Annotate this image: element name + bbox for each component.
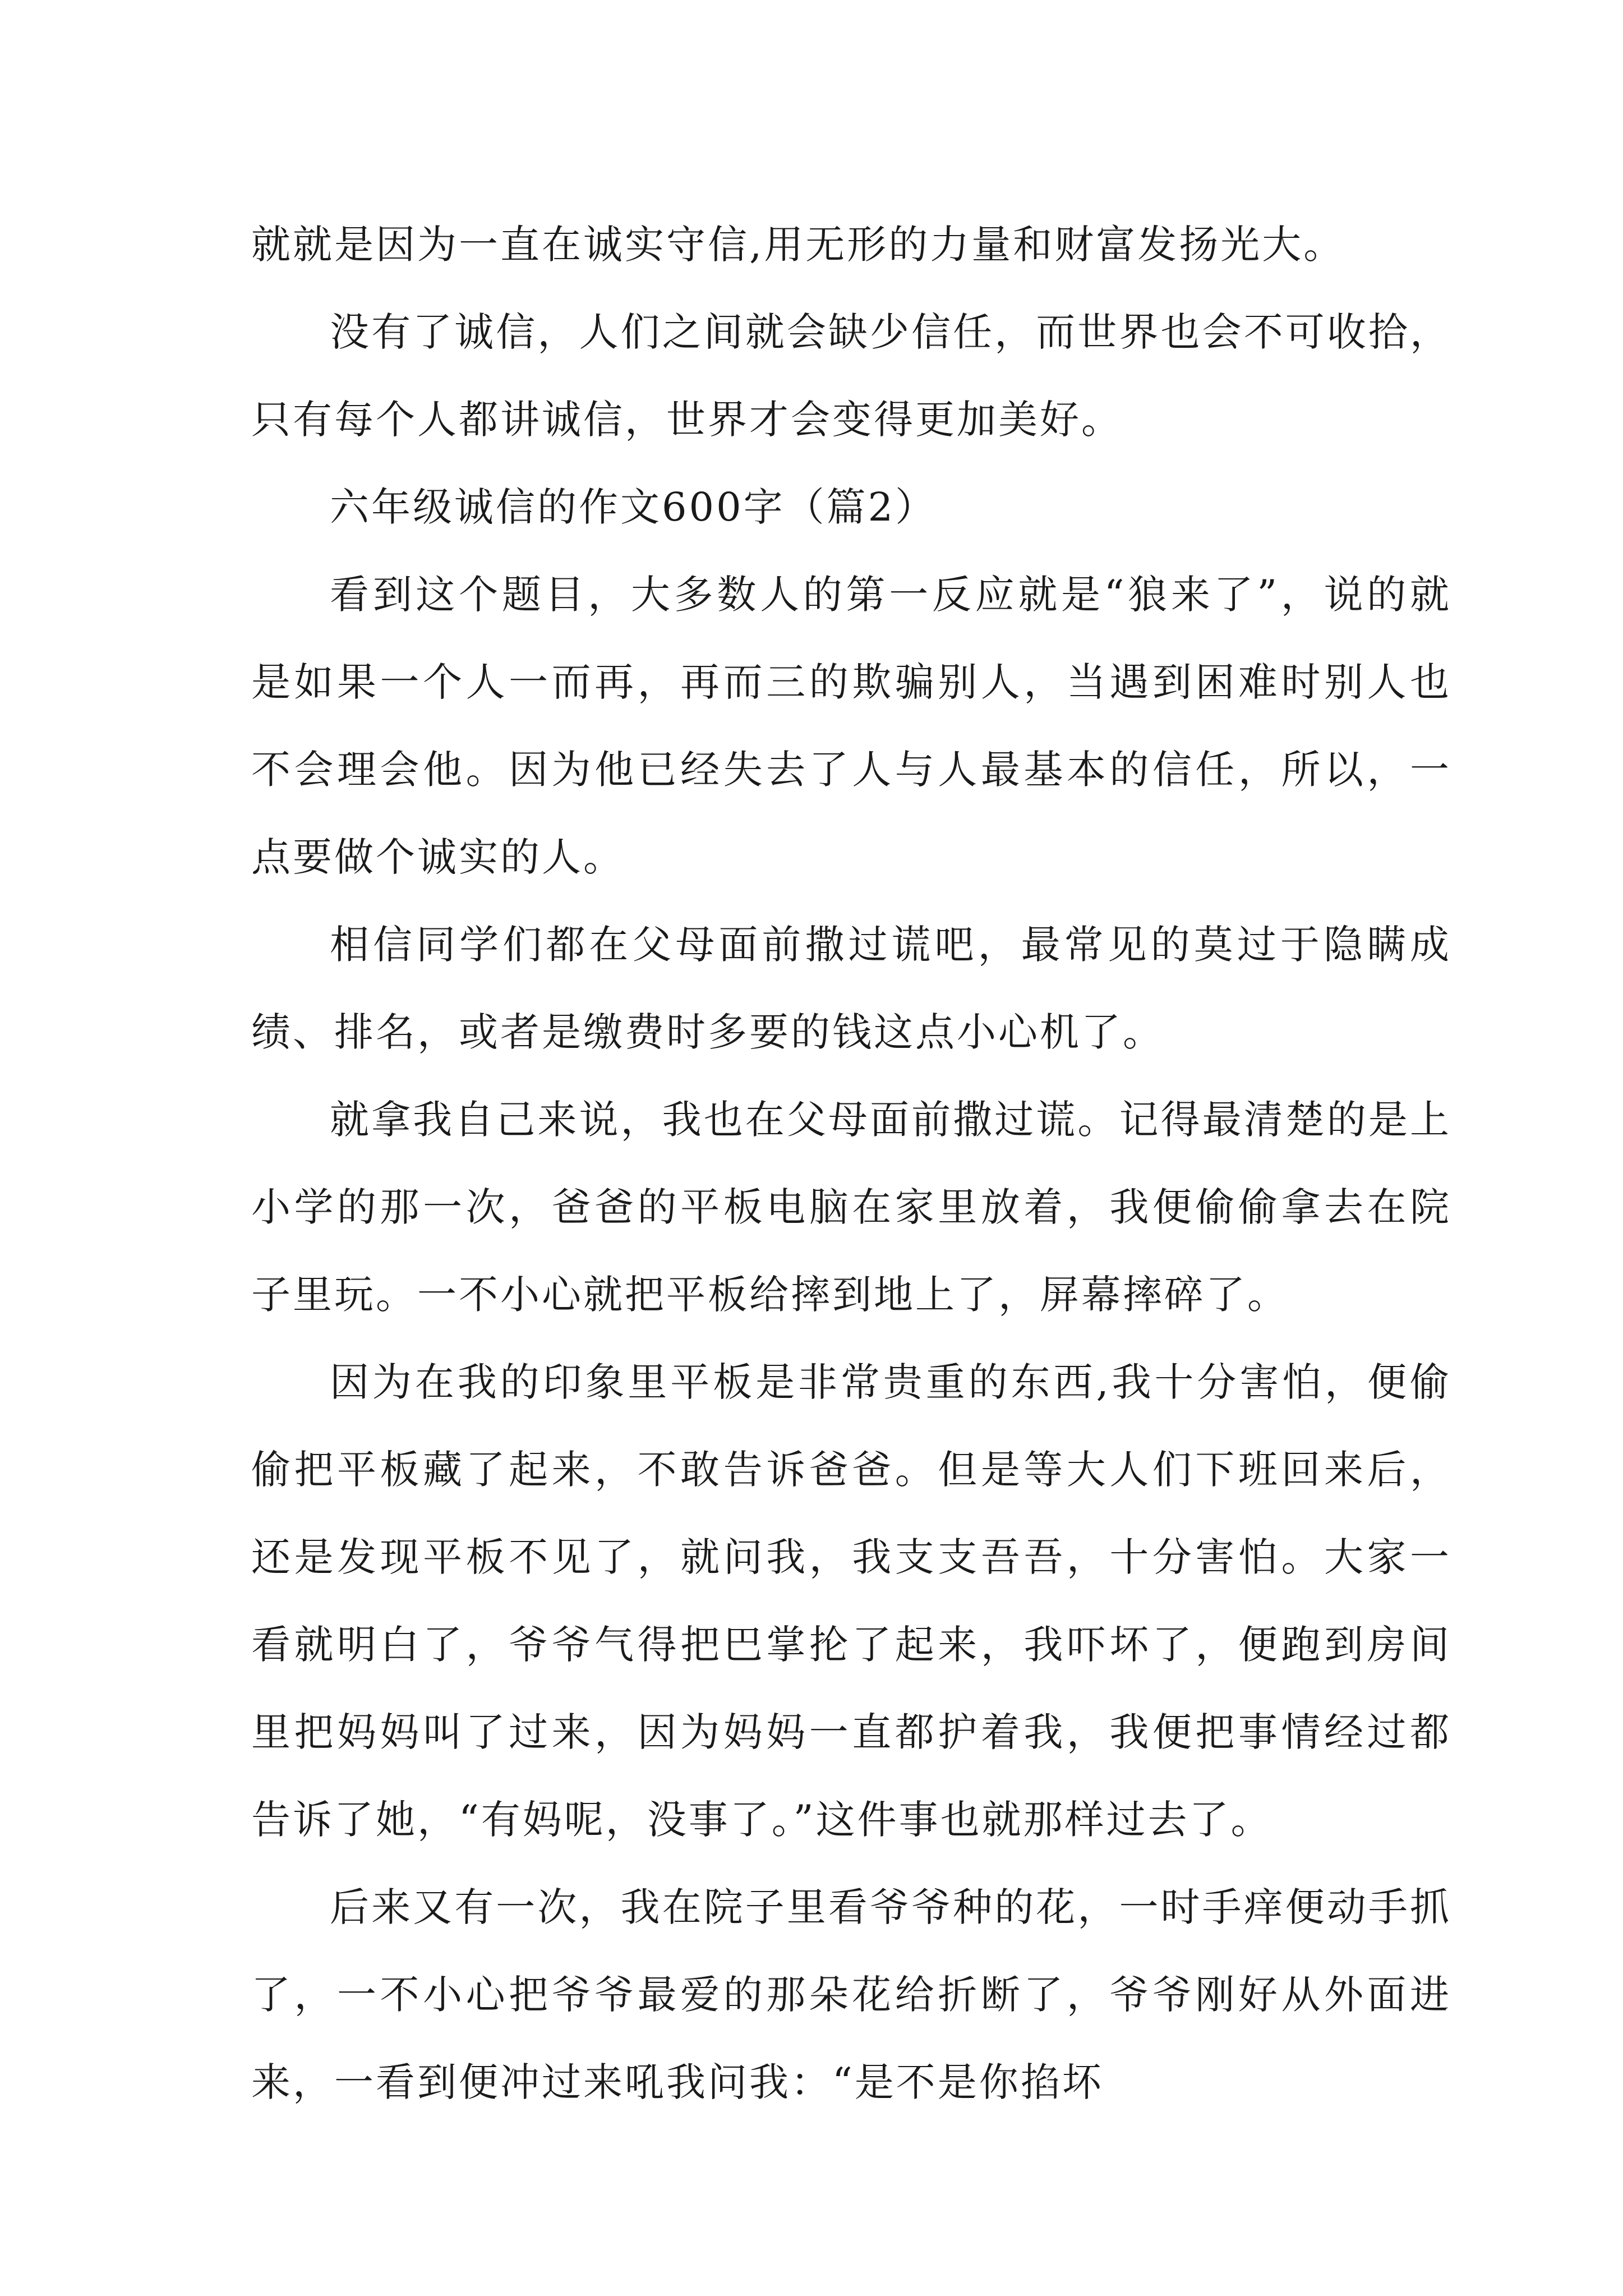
- paragraph-3: 看到这个题目，大多数人的第一反应就是“狼来了”，说的就是如果一个人一而再，再而三的欺骗别人，当遇到困难时别人也不会理会他。因为他已经失去了人与人最基本的信任，所以，一点要做个诚实的人。: [251, 572, 1451, 880]
- paragraph-4: 相信同学们都在父母面前撒过谎吧，最常见的莫过于隐瞒成绩、排名，或者是缴费时多要的钱这点小心机了。: [251, 922, 1451, 1055]
- paragraph-5: 就拿我自己来说，我也在父母面前撒过谎。记得最清楚的是上小学的那一次，爸爸的平板电脑在家里放着，我便偷偷拿去在院子里玩。一不小心就把平板给摔到地上了，屏幕摔碎了。: [251, 1097, 1451, 1318]
- paragraph-1: 就就是因为一直在诚实守信,用无形的力量和财富发扬光大。: [251, 222, 1345, 268]
- paragraph-6: 因为在我的印象里平板是非常贵重的东西,我十分害怕，便偷偷把平板藏了起来，不敢告诉爸爸。但是等大人们下班回来后，还是发现平板不见了，就问我，我支支吾吾，十分害怕。大家一看就明白了，爷爷气得把巴掌抡了起来，我吓坏了，便跑到房间里把妈妈叫了过来，因为妈妈一直都护着我，我便把事情经过都告诉了她，“有妈呢，没事了。”这件事也就那样过去了。: [251, 1359, 1451, 1843]
- paragraph-2: 没有了诚信，人们之间就会缺少信任，而世界也会不可收拾，只有每个人都讲诚信，世界才会变得更加美好。: [251, 309, 1451, 443]
- section-heading: 六年级诚信的作文600字（篇2）: [330, 484, 937, 530]
- paragraph-7: 后来又有一次，我在院子里看爷爷种的花，一时手痒便动手抓了，一不小心把爷爷最爱的那朵花给折断了，爷爷刚好从外面进来，一看到便冲过来吼我问我：“是不是你掐坏: [251, 1884, 1451, 2105]
- document-body: [251, 201, 1451, 2126]
